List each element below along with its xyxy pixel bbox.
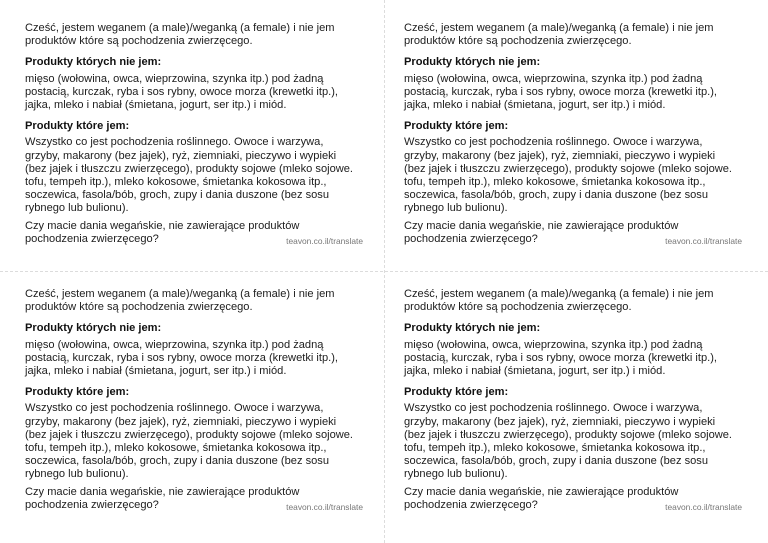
eat-heading: Produkty które jem:: [25, 120, 130, 133]
eat-text: Wszystko co jest pochodzenia roślinnego. Owoce i warzywa, grzyby, makarony (bez jajek), ryż, ziemniaki, pieczywo i wypieki (bez jajek i tłuszczu zwierzęcego), produkty sojowe (mleko sojowe. tofu, tempeh itp.), mleko kokosowe, śmietanka kokosowa itp., soczewica, fasola/bób, groch, zupy i dania duszone (bez sosu rybnego lub bulionu).: [404, 136, 733, 215]
eat-text: Wszystko co jest pochodzenia roślinnego. Owoce i warzywa, grzyby, makarony (bez jajek), ryż, ziemniaki, pieczywo i wypieki (bez jajek i tłuszczu zwierzęcego), produkty sojowe (mleko sojowe. tofu, tempeh itp.), mleko kokosowe, śmietanka kokosowa itp., soczewica, fasola/bób, groch, zupy i dania duszone (bez sosu rybnego lub bulionu).: [404, 402, 733, 481]
not-eat-heading: Produkty których nie jem:: [404, 56, 541, 69]
not-eat-text: mięso (wołowina, owca, wieprzowina, szynka itp.) pod żadną postacią, kurczak, ryba i sos rybny, owoce morza (krewetki itp.), jajka, mleko i nabiał (śmietana, jogurt, ser itp.) i miód.: [25, 338, 338, 378]
eat-heading: Produkty które jem:: [25, 386, 130, 399]
eat-heading: Produkty które jem:: [404, 120, 509, 133]
horizontal-cut-line: [0, 271, 768, 272]
card-intro: Cześć, jestem weganem (a male)/weganką (a female) i nie jem produktów które są pochodzenia zwierzęcego.: [25, 22, 335, 48]
not-eat-heading: Produkty których nie jem:: [404, 322, 541, 335]
card-question: Czy macie dania wegańskie, nie zawierające produktów pochodzenia zwierzęcego?: [25, 485, 300, 511]
translation-card-bottom-right: [404, 288, 746, 526]
card-question: Czy macie dania wegańskie, nie zawierające produktów pochodzenia zwierzęcego?: [404, 219, 679, 245]
card-footer-url: teavon.co.il/translate: [665, 502, 742, 512]
card-question: Czy macie dania wegańskie, nie zawierające produktów pochodzenia zwierzęcego?: [25, 219, 300, 245]
not-eat-text: mięso (wołowina, owca, wieprzowina, szynka itp.) pod żadną postacią, kurczak, ryba i sos rybny, owoce morza (krewetki itp.), jajka, mleko i nabiał (śmietana, jogurt, ser itp.) i miód.: [25, 72, 338, 112]
translation-card-top-left: [25, 22, 367, 260]
eat-heading: Produkty które jem:: [404, 386, 509, 399]
translation-card-bottom-left: [25, 288, 367, 526]
not-eat-text: mięso (wołowina, owca, wieprzowina, szynka itp.) pod żadną postacią, kurczak, ryba i sos rybny, owoce morza (krewetki itp.), jajka, mleko i nabiał (śmietana, jogurt, ser itp.) i miód.: [404, 72, 717, 112]
card-intro: Cześć, jestem weganem (a male)/weganką (a female) i nie jem produktów które są pochodzenia zwierzęcego.: [404, 288, 714, 314]
not-eat-heading: Produkty których nie jem:: [25, 56, 162, 69]
not-eat-heading: Produkty których nie jem:: [25, 322, 162, 335]
card-intro: Cześć, jestem weganem (a male)/weganką (a female) i nie jem produktów które są pochodzenia zwierzęcego.: [25, 288, 335, 314]
card-footer-url: teavon.co.il/translate: [665, 236, 742, 246]
eat-text: Wszystko co jest pochodzenia roślinnego. Owoce i warzywa, grzyby, makarony (bez jajek), ryż, ziemniaki, pieczywo i wypieki (bez jajek i tłuszczu zwierzęcego), produkty sojowe (mleko sojowe. tofu, tempeh itp.), mleko kokosowe, śmietanka kokosowa itp., soczewica, fasola/bób, groch, zupy i dania duszone (bez sosu rybnego lub bulionu).: [25, 402, 354, 481]
card-footer-url: teavon.co.il/translate: [286, 236, 363, 246]
translation-card-top-right: [404, 22, 746, 260]
not-eat-text: mięso (wołowina, owca, wieprzowina, szynka itp.) pod żadną postacią, kurczak, ryba i sos rybny, owoce morza (krewetki itp.), jajka, mleko i nabiał (śmietana, jogurt, ser itp.) i miód.: [404, 338, 717, 378]
eat-text: Wszystko co jest pochodzenia roślinnego. Owoce i warzywa, grzyby, makarony (bez jajek), ryż, ziemniaki, pieczywo i wypieki (bez jajek i tłuszczu zwierzęcego), produkty sojowe (mleko sojowe. tofu, tempeh itp.), mleko kokosowe, śmietanka kokosowa itp., soczewica, fasola/bób, groch, zupy i dania duszone (bez sosu rybnego lub bulionu).: [25, 136, 354, 215]
card-intro: Cześć, jestem weganem (a male)/weganką (a female) i nie jem produktów które są pochodzenia zwierzęcego.: [404, 22, 714, 48]
card-footer-url: teavon.co.il/translate: [286, 502, 363, 512]
card-question: Czy macie dania wegańskie, nie zawierające produktów pochodzenia zwierzęcego?: [404, 485, 679, 511]
